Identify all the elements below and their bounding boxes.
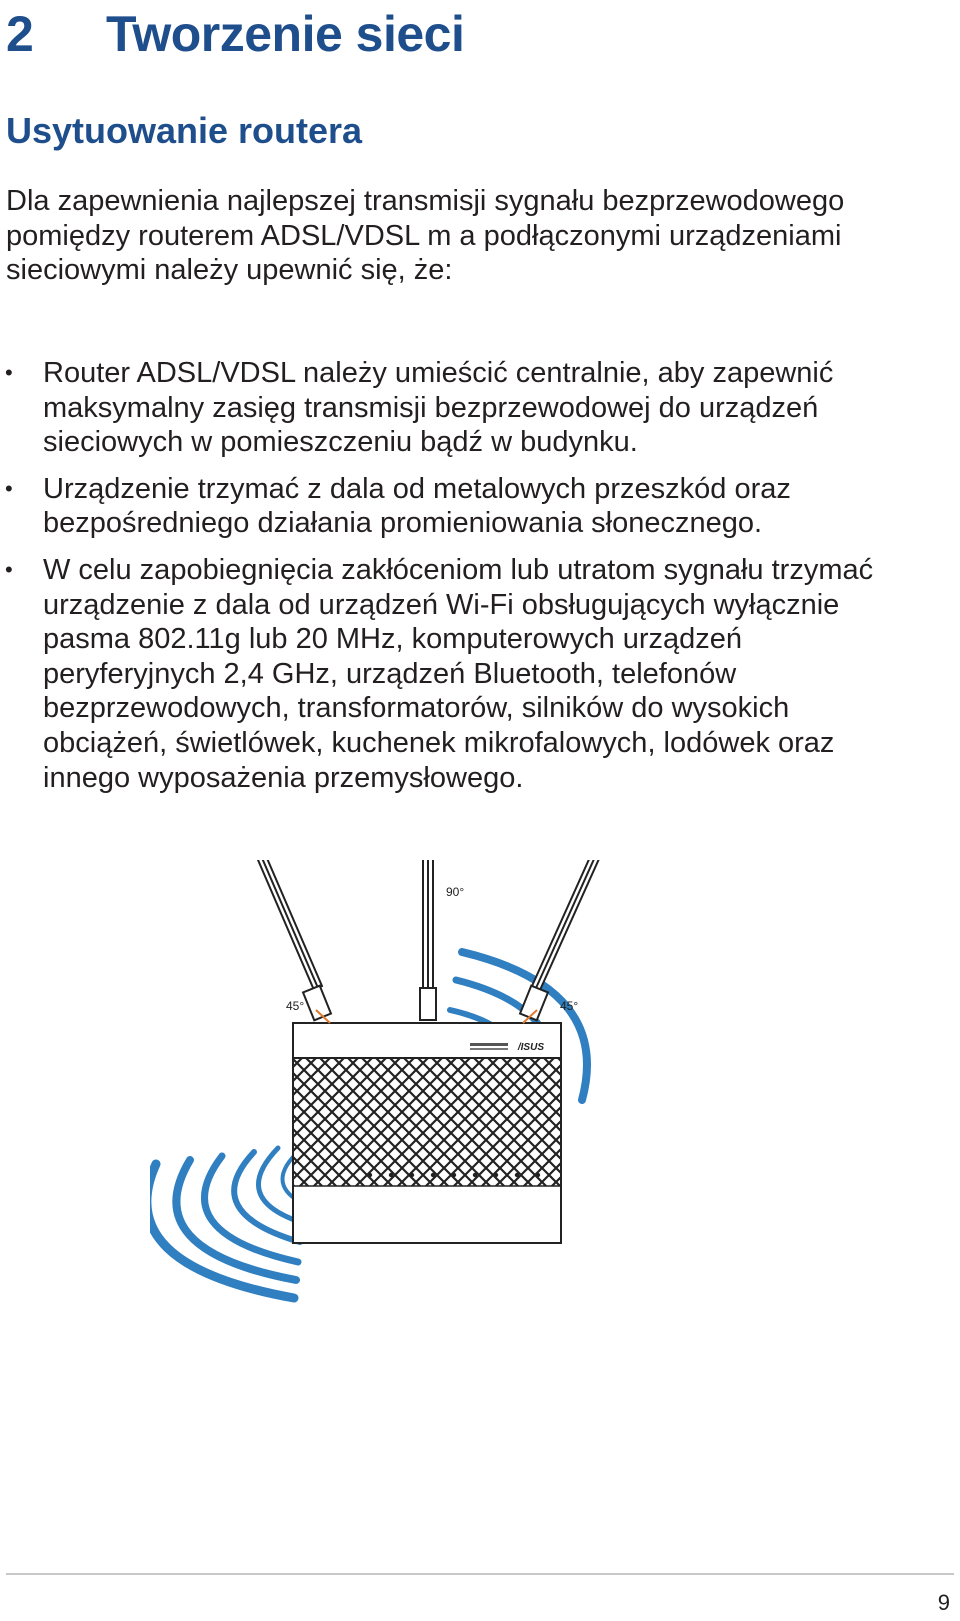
chapter-number: 2 [6, 6, 34, 62]
list-item-text: Router ADSL/VDSL należy umieścić centralnie, aby zapewnić maksymalny zasięg transmisji bezprzewodowej do urządzeń sieciowych w pomieszczeniu bądź w budynku. [43, 357, 834, 459]
router-placement-illustration [150, 860, 610, 1330]
bullet-list [0, 356, 900, 807]
angle-label-center: 90° [446, 885, 465, 899]
bullet-icon: • [5, 556, 13, 582]
section-title: Usytuowanie routera [6, 110, 363, 151]
angle-label-left: 45° [286, 999, 305, 1013]
list-item [0, 553, 900, 795]
footer-divider [6, 1573, 954, 1575]
brand-logo: /ISUS [517, 1042, 544, 1053]
list-item [0, 472, 900, 541]
list-item [0, 356, 900, 460]
router-grille [294, 1058, 560, 1186]
chapter-heading [6, 2, 464, 66]
chapter-title: Tworzenie sieci [106, 6, 465, 62]
antenna-center [420, 860, 436, 1020]
bullet-icon: • [5, 360, 13, 385]
antenna-left [252, 860, 331, 1020]
page-number: 9 [937, 1590, 950, 1615]
bullet-icon: • [5, 475, 13, 501]
intro-paragraph: Dla zapewnienia najlepszej transmisji sygnału bezprzewodowego pomiędzy routerem ADSL/VDSL m a podłączonymi urządzeniami sieciowymi należy upewnić się, że: [6, 185, 845, 286]
list-item-text: Urządzenie trzymać z dala od metalowych przeszkód oraz bezpośredniego działania promieniowania słonecznego. [43, 472, 791, 540]
angle-label-right: 45° [560, 999, 579, 1013]
list-item-text: W celu zapobiegnięcia zakłóceniom lub utratom sygnału trzymać urządzenie z dala od urządzeń Wi-Fi obsługujących wyłącznie pasma 802.11g lub 20 MHz, komputerowych urządzeń peryferyjnych 2,4 GHz, urządzeń Bluetooth, telefonów bezprzewodowych, transformatorów, silników do wysokich obciążeń, świetlówek, kuchenek mikrofalowych, lodówek oraz innego wyposażenia przemysłowego. [43, 553, 874, 794]
